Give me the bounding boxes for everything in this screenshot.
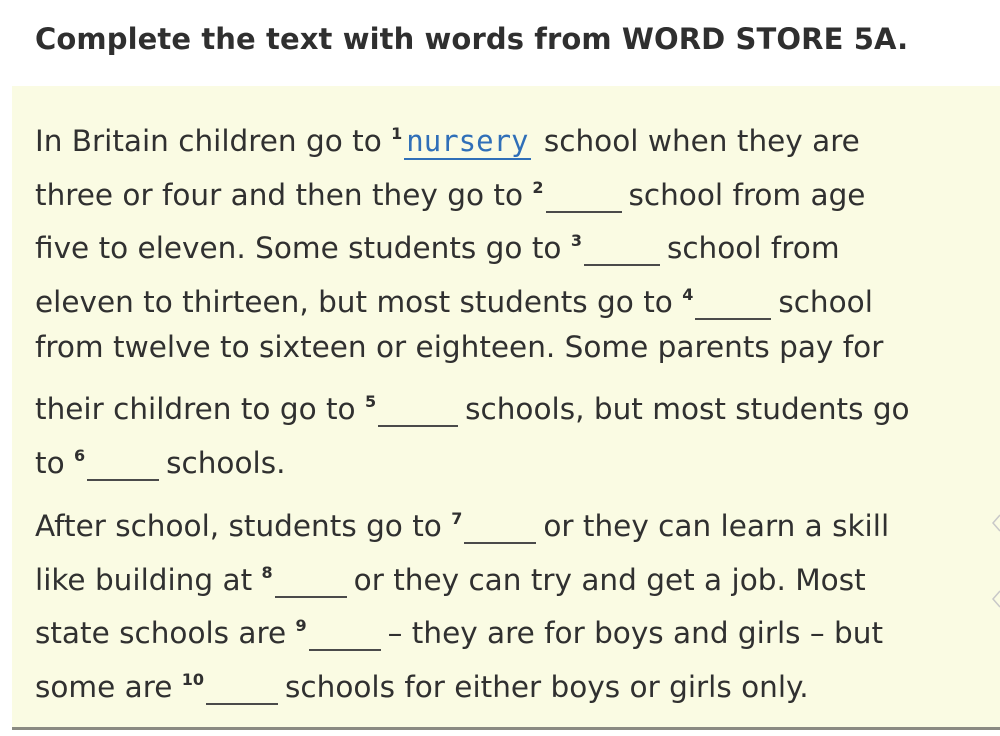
text-line — [35, 429, 910, 483]
text-segment: some are — [35, 669, 182, 704]
gap-number-1: 1 — [391, 124, 403, 143]
text-line — [35, 546, 889, 600]
text-segment: their children to go to — [35, 391, 365, 426]
paragraph-1 — [35, 107, 910, 482]
text-segment: – they are for boys and girls – but — [387, 616, 884, 651]
paragraph-2 — [35, 492, 889, 706]
text-line — [35, 107, 910, 161]
text-segment: schools. — [166, 445, 286, 480]
answer-gap-4[interactable] — [695, 288, 771, 320]
text-segment: schools, but most students go — [465, 391, 910, 426]
text-line — [35, 161, 910, 215]
text-segment: school from — [666, 231, 840, 266]
text-segment: from twelve to sixteen or eighteen. Some parents pay for — [35, 330, 884, 365]
text-segment: In Britain children go to — [35, 124, 392, 158]
gap-number-6: 6 — [74, 445, 86, 465]
text-line — [35, 653, 889, 707]
text-segment: to — [35, 445, 74, 480]
text-segment: or they can learn a skill — [543, 509, 890, 543]
text-line — [35, 375, 910, 429]
answer-gap-7[interactable] — [464, 512, 536, 544]
text-line — [35, 268, 910, 322]
answer-gap-5[interactable] — [378, 395, 458, 427]
gap-number-5: 5 — [365, 391, 377, 411]
gap-number-8: 8 — [261, 562, 273, 582]
text-segment: After school, students go to — [35, 509, 452, 543]
answer-1-handwritten[interactable]: nursery — [406, 124, 529, 158]
answer-gap-9[interactable] — [309, 619, 381, 651]
text-segment: five to eleven. Some students go to — [35, 231, 571, 266]
text-line — [35, 599, 889, 653]
text-segment: state schools are — [35, 616, 296, 651]
edge-chevron-icon — [992, 514, 1000, 532]
text-segment: school from age — [628, 177, 866, 212]
text-segment: schools for either boys or girls only. — [285, 669, 809, 704]
text-line — [35, 492, 889, 546]
edge-chevron-icon — [992, 590, 1000, 608]
answer-gap-2[interactable] — [546, 181, 622, 213]
answer-gap-10[interactable] — [206, 673, 278, 705]
gap-number-3: 3 — [570, 231, 582, 251]
gap-number-4: 4 — [682, 284, 694, 304]
gap-number-9: 9 — [295, 616, 307, 636]
exercise-panel — [12, 86, 1000, 730]
text-segment: like building at — [35, 562, 262, 597]
text-segment: three or four and then they go to — [35, 177, 533, 212]
text-line — [35, 321, 910, 375]
text-line — [35, 214, 910, 268]
text-segment: school when they are — [534, 124, 860, 158]
answer-gap-3[interactable] — [584, 234, 660, 266]
text-segment: or they can try and get a job. Most — [353, 562, 866, 597]
gap-number-2: 2 — [532, 177, 544, 197]
answer-gap-8[interactable] — [275, 566, 347, 598]
answer-gap-6[interactable] — [87, 449, 159, 481]
text-segment: eleven to thirteen, but most students go to — [35, 284, 683, 319]
text-segment: school — [778, 284, 873, 319]
gap-number-10: 10 — [181, 669, 205, 689]
exercise-heading: Complete the text with words from WORD STORE 5A. — [35, 22, 909, 56]
gap-number-7: 7 — [451, 509, 463, 528]
